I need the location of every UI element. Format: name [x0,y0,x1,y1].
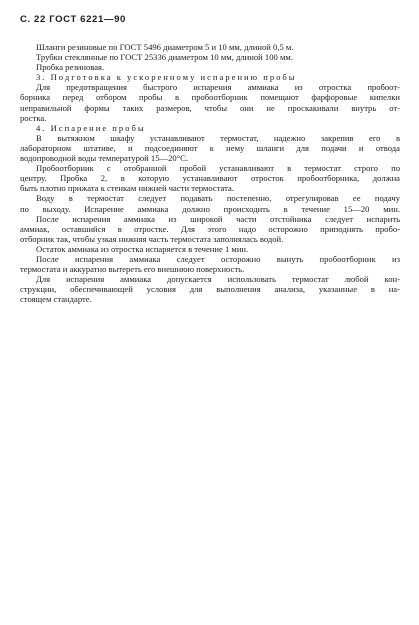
text-line: После испарения аммиака следует осторожно вынуть пробоотборник из [36,253,400,264]
text-line: стоящем стандарте. [20,294,92,305]
text-line: Для испарения аммиака допускается использовать термостат любой кон- [36,274,400,285]
text-line: Трубки стеклянные по ГОСТ 25336 диаметром 10 мм, длиной 100 мм. [36,52,293,63]
text-line: быть плотно прижата к стенкам нижней части термостата. [20,183,234,194]
text-line: центру. Пробка 2, в которую устанавливают отросток пробоотборника, должна [20,173,400,184]
text-line: неправильной формы таких размеров, чтобы они не проскакивали внутрь от- [20,102,400,113]
text-line: водопроводной воды температурой 15—20°С. [20,153,189,164]
text-line: струкции, обеспечивающей условия для выполнения анализа, указанные в на- [20,284,400,295]
text-line: Для предотвращения быстрого испарения аммиака из отростка пробоот- [36,82,400,93]
text-line: термостата и аккуратно вытереть его внешнюю поверхность. [20,264,245,275]
text-line: аммиак, оставшийся в отростке. Для этого надо осторожно приподнять пробо- [20,223,400,234]
text-line: Пробка резиновая. [36,62,105,73]
text-line: После испарения аммиака из широкой части отстойника следует испарить [36,213,400,224]
text-line: ростка. [20,112,47,123]
text-line: лабораторном штативе, и подсоединяют к нему шланги для подачи и отвода [20,142,400,153]
text-line: борника перед отбором пробы в пробоотборник помещают фарфоровые кипелки [20,92,400,103]
text-line: по выходу. Испарение аммиака должно происходить в течение 15—20 мин. [20,203,400,214]
text-line: Остаток аммиака из отростка испаряется в течение 1 мин. [36,243,249,254]
text-line: Шланги резиновые по ГОСТ 5496 диаметром 5 и 10 мм, длиной 0,5 м. [36,42,294,52]
document-body [20,42,400,304]
text-line: В вытяжном шкафу устанавливают термостат, надежно закрепив его в [36,132,400,143]
text-line: Воду в термостат следует подавать постепенно, отрегулировав ее подачу [36,193,400,204]
text-line: 3. Подготовка к ускоренному испарению пробы [36,72,297,83]
text-line: Пробоотборник с отобранной пробой устанавливают в термостат строго по [36,163,400,174]
page-header: С. 22 ГОСТ 6221—90 [20,14,126,25]
text-line: 4. Испарение пробы [36,122,146,133]
text-line: отборник так, чтобы узкая нижняя часть термостата заполнялась водой. [20,233,284,244]
